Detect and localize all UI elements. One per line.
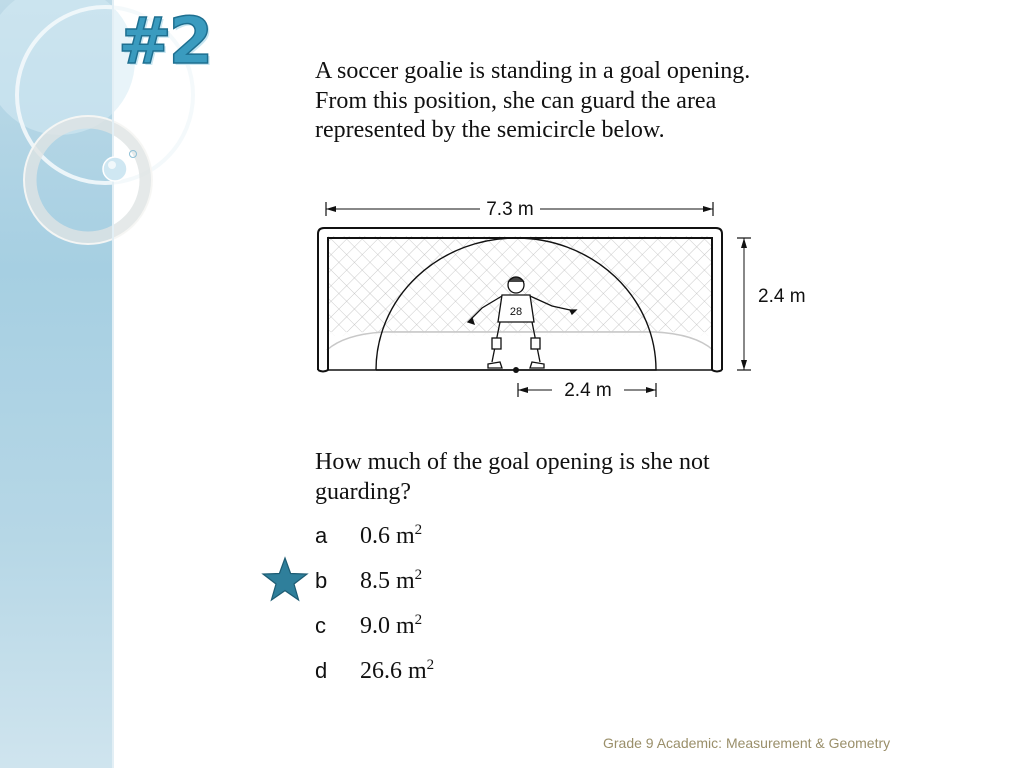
choice-letter: c: [315, 613, 326, 638]
sidebar-edge: [112, 0, 114, 768]
sidebar-decoration: [0, 0, 113, 768]
choice-value: 9.0 $m^2$: [360, 612, 423, 639]
choice-letter: d: [315, 658, 328, 683]
height-label: 2.4 m: [758, 286, 806, 307]
question-text: How much of the goal opening is she not guarding?: [315, 449, 710, 505]
jersey-number: 28: [509, 306, 523, 318]
width-label: 7.3 m: [486, 199, 534, 220]
radius-label: 2.4 m: [564, 380, 612, 401]
sidebar-rings: [0, 0, 113, 768]
choice-value: 0.6 $m^2$: [360, 522, 423, 549]
problem-intro: A soccer goalie is standing in a goal opening. From this position, she can guard the area represented by the semicircle below.: [315, 58, 751, 143]
choice-value: 8.5 $m^2$: [360, 567, 423, 594]
goal-diagram: [300, 192, 806, 404]
height-dimension: [737, 238, 751, 370]
slide-number: #2: [118, 5, 211, 79]
center-point: [513, 367, 519, 373]
star-icon: [261, 556, 309, 604]
choice-value: 26.6 $m^2$: [360, 657, 435, 684]
choice-letter: b: [315, 568, 328, 593]
bubble-decoration: [98, 145, 143, 185]
slide-footer: Grade 9 Academic: Measurement & Geometry: [603, 735, 891, 751]
choice-letter: a: [315, 523, 328, 548]
